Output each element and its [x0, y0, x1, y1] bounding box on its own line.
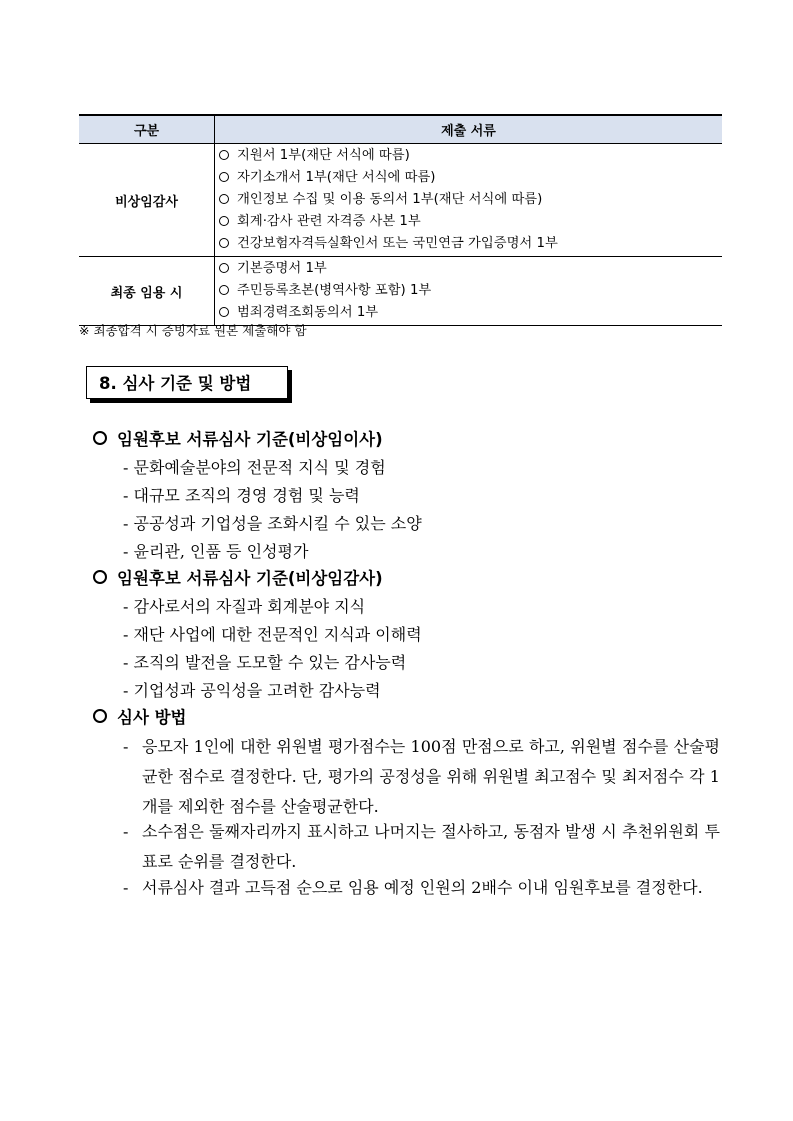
paragraph-text: 응모자 1인에 대한 위원별 평가점수는 100점 만점으로 하고, 위원별 점수를 산술평균한 점수로 결정한다. 단, 평가의 공정성을 위해 위원별 최고점수 및 최저점수 각 1개를 제외한 점수를 산술평균한다.	[142, 737, 720, 816]
table-row	[79, 144, 722, 257]
table-note: ※ 최종합격 시 증빙자료 원본 제출해야 함	[79, 323, 307, 338]
section-title: 8. 심사 기준 및 방법	[86, 366, 288, 399]
list-item	[219, 280, 722, 302]
dash-bullet: -	[123, 878, 129, 897]
criteria-item: - 감사로서의 자질과 회계분야 지식	[123, 597, 366, 616]
criteria-item: - 문화예술분야의 전문적 지식 및 경험	[123, 458, 386, 477]
list-item	[219, 233, 722, 255]
dash-bullet: -	[123, 737, 129, 756]
table-header-row	[79, 115, 722, 144]
criteria-auditor-heading	[93, 567, 383, 591]
doc-item-text: 지원서 1부(재단 서식에 따름)	[237, 148, 410, 163]
circle-bullet-icon	[219, 150, 229, 160]
doc-item-text: 자기소개서 1부(재단 서식에 따름)	[237, 170, 436, 185]
list-item	[219, 211, 722, 233]
row-documents	[215, 257, 723, 326]
list-item	[219, 302, 722, 324]
method-heading	[93, 706, 187, 730]
method-paragraph	[123, 817, 720, 877]
doc-item-text: 범죄경력조회동의서 1부	[237, 305, 379, 320]
circle-bullet-icon	[219, 263, 229, 273]
circle-bullet-icon	[93, 431, 107, 445]
circle-bullet-icon	[219, 194, 229, 204]
criteria-item: - 기업성과 공익성을 고려한 감사능력	[123, 681, 381, 700]
row-documents	[215, 144, 723, 257]
row-category: 비상임감사	[79, 144, 215, 257]
doc-item-text: 기본증명서 1부	[237, 261, 327, 276]
method-paragraph	[123, 873, 720, 903]
row-category: 최종 임용 시	[79, 257, 215, 326]
circle-bullet-icon	[219, 307, 229, 317]
circle-bullet-icon	[93, 570, 107, 584]
criteria-director-heading	[93, 428, 383, 452]
doc-item-text: 건강보험자격득실확인서 또는 국민연금 가입증명서 1부	[237, 236, 558, 251]
paragraph-text: 소수점은 둘째자리까지 표시하고 나머지는 절사하고, 동점자 발생 시 추천위원회 투표로 순위를 결정한다.	[142, 822, 720, 871]
doc-item-text: 개인정보 수집 및 이용 동의서 1부(재단 서식에 따름)	[237, 192, 543, 207]
dash-bullet: -	[123, 822, 129, 841]
table-row	[79, 257, 722, 326]
list-item	[219, 167, 722, 189]
submission-documents-table	[79, 114, 722, 326]
list-item	[219, 189, 722, 211]
list-item	[219, 145, 722, 167]
criteria-item: - 공공성과 기업성을 조화시킬 수 있는 소양	[123, 514, 422, 533]
criteria-item: - 재단 사업에 대한 전문적인 지식과 이해력	[123, 625, 422, 644]
criteria-item: - 윤리관, 인품 등 인성평가	[123, 542, 309, 561]
list-item	[219, 258, 722, 280]
heading-text: 임원후보 서류심사 기준(비상임이사)	[117, 430, 383, 449]
method-paragraph	[123, 732, 720, 822]
header-documents: 제출 서류	[215, 115, 723, 144]
circle-bullet-icon	[219, 238, 229, 248]
paragraph-text: 서류심사 결과 고득점 순으로 임용 예정 인원의 2배수 이내 임원후보를 결정한다.	[142, 878, 703, 897]
criteria-item: - 대규모 조직의 경영 경험 및 능력	[123, 486, 360, 505]
criteria-item: - 조직의 발전을 도모할 수 있는 감사능력	[123, 653, 407, 672]
header-category: 구분	[79, 115, 215, 144]
circle-bullet-icon	[219, 216, 229, 226]
doc-item-text: 회계·감사 관련 자격증 사본 1부	[237, 214, 421, 229]
circle-bullet-icon	[219, 172, 229, 182]
circle-bullet-icon	[93, 709, 107, 723]
heading-text: 임원후보 서류심사 기준(비상임감사)	[117, 569, 383, 588]
doc-item-text: 주민등록초본(병역사항 포함) 1부	[237, 283, 432, 298]
circle-bullet-icon	[219, 285, 229, 295]
heading-text: 심사 방법	[117, 708, 187, 727]
